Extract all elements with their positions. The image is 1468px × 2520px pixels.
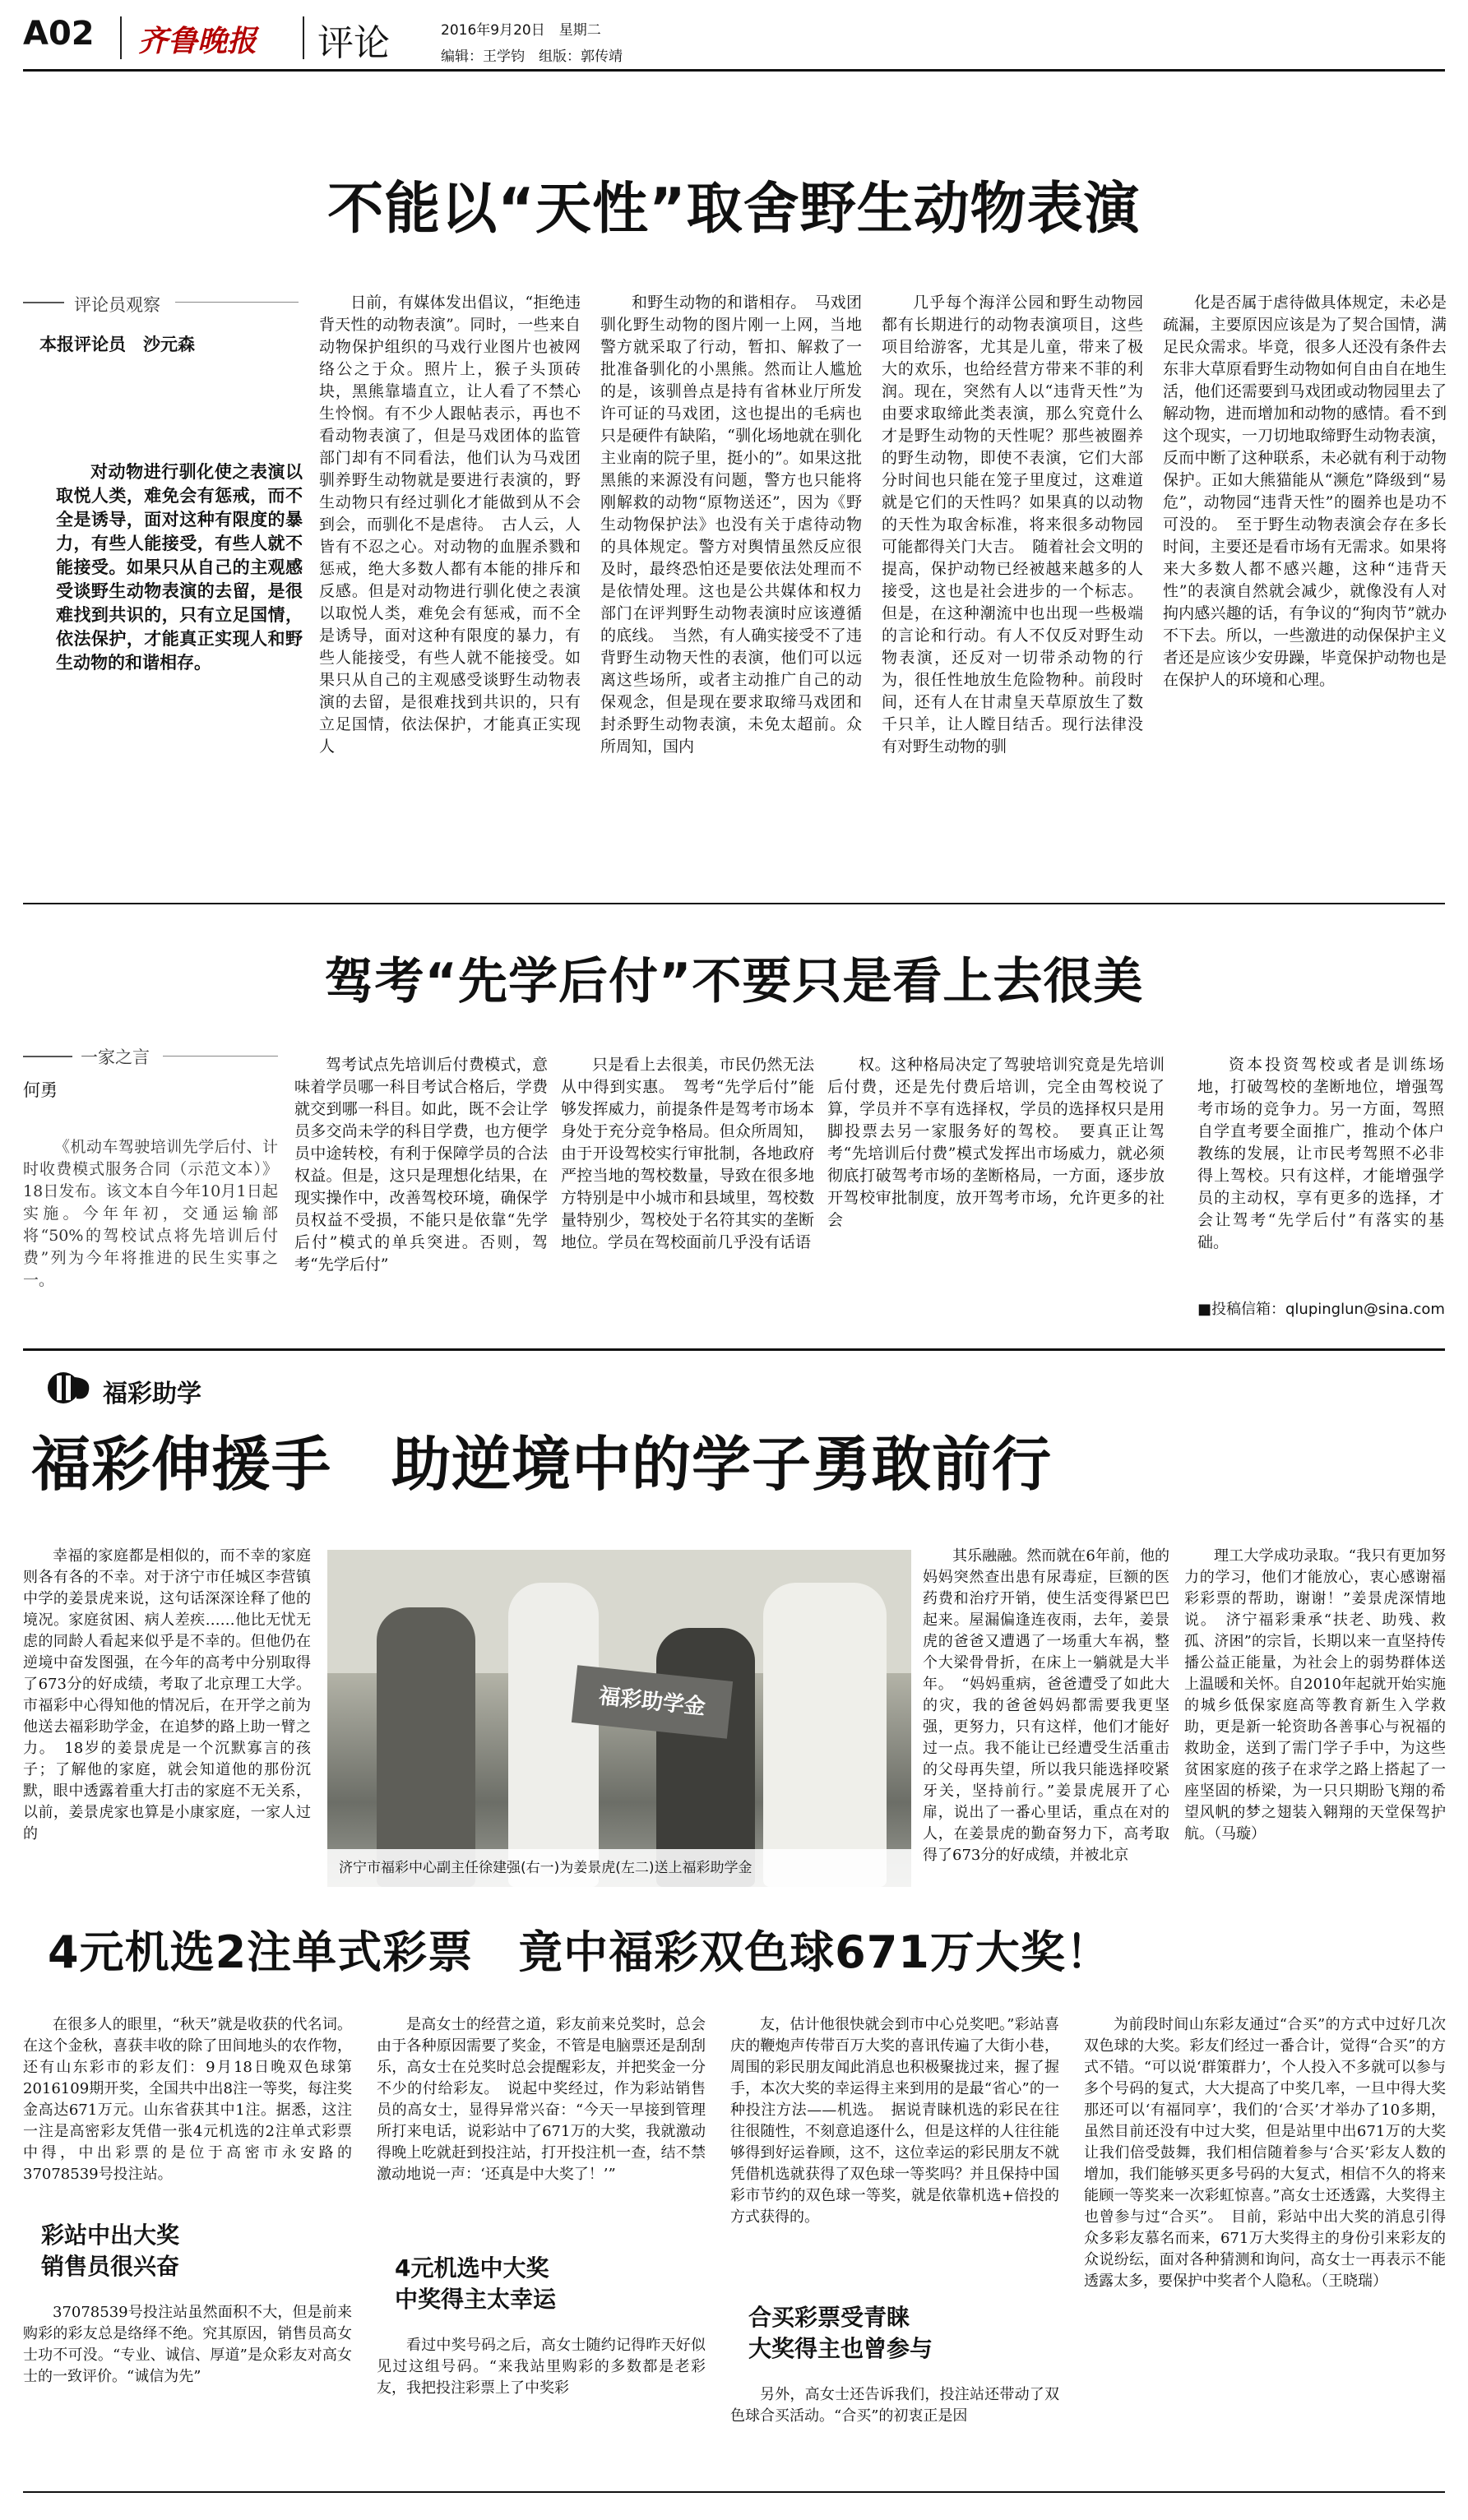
section-name: 评论 bbox=[317, 22, 390, 64]
issue-date: 2016年9月20日 星期二 bbox=[441, 22, 601, 39]
brand-label: 福彩助学 bbox=[103, 1380, 201, 1408]
lottery-column-4: 为前段时间山东彩友通过“合买”的方式中过好几次双色球的大奖。彩友们经过一番合计，觉得“合买”的方式不错。“可以说‘群策群力’，个人投入不多就可以参与多个号码的复式，大大提高了中奖几率，一旦中得大奖那还可以‘有福同享’，我们的‘合买’才举办了10多期，虽然目前还没有中过大奖，但是站里中出671万的大奖让我们倍受鼓舞，我们相信随着参与‘合买’彩友人数的增加，我们能够买更多号码的大复式，相信不久的将来能顾一等奖来一次彩虹惊喜。”高女士还透露，大奖得主也曾参与过“合买”。 目前，彩站中出大奖的消息引得众多彩友慕名而来，671万大奖得主的身份引来彩友的众说纷纭，面对各种猜测和询问，高女士一再表示不能透露太多，要保护中奖者个人隐私。（王晓瑞） bbox=[1084, 2016, 1446, 2290]
column-marker bbox=[23, 1056, 72, 1057]
person-figure bbox=[763, 1583, 887, 1887]
pullquote: 对动物进行驯化使之表演以取悦人类，难免会有惩戒，而不全是诱导，面对这种有限度的暴力，有些人能接受，有些人就不能接受。如果只从自己的主观感受谈野生动物表演的去留，是很难找到共识的，只有立足国情，依法保护，才能真正实现人和野生动物的和谐相存。 bbox=[56, 462, 303, 673]
contact-email: ■投稿信箱：qlupinglun@sina.com bbox=[1197, 1301, 1445, 1318]
header-divider bbox=[120, 16, 122, 59]
byline: 何勇 bbox=[23, 1080, 58, 1100]
person-figure bbox=[508, 1583, 599, 1887]
section-divider bbox=[23, 1348, 1445, 1351]
article1-column-1: 日前，有媒体发出倡议，“拒绝违背天性的动物表演”。同时，一些来自动物保护组织的马戏行业图片也被网络公之于众。照片上，猴子头顶砖块，黑熊靠墙直立，让人看了不禁心生怜悯。有不少人跟帖表示，再也不看动物表演了，但是马戏团体的监管部门却有不同看法，他们认为马戏团驯养野生动物就是要进行表演的，野生动物只有经过驯化才能做到从不会到会，而驯化不是虐待。 古人云，人皆有不忍之心。对动物的血腥杀戮和惩戒，绝大多数人都有本能的排斥和反感。但是对动物进行驯化使之表演以取悦人类，难免会有惩戒，而不全是诱导，面对这种有限度的暴力，有些人能接受，有些人就不能接受。如果只从自己的主观感受谈野生动物表演的去留，是很难找到共识的，只有立足国情，依法保护，才能真正实现人 bbox=[319, 294, 581, 756]
person-figure bbox=[656, 1628, 755, 1887]
welfare-column-2: 其乐融融。然而就在6年前，他的妈妈突然查出患有尿毒症，巨额的医药费和治疗开销，使生活变得紧巴巴起来。屋漏偏逢连夜雨，去年，姜景虎的爸爸又遭遇了一场重大车祸，整个大梁骨骨折，在床上一躺就是大半年。 “妈妈重病，爸爸遭受了如此大的灾，我的爸爸妈妈都需要我更坚强，更努力，只有这样，他们才能好过一点。我不能让已经遭受生活重击的父母再失望，所以我只能选择咬紧牙关，坚持前行。”姜景虎展开了心扉，说出了一番心里话，重点在对的人，在姜景虎的勤奋努力下，高考取得了673分的好成绩，并被北京 bbox=[923, 1547, 1169, 1864]
lottery-title: 4元机选2注单式彩票 竟中福彩双色球671万大奖！ bbox=[48, 1926, 1111, 1978]
banner: 福彩助学金 bbox=[572, 1665, 733, 1738]
lottery-column-2b: 看过中奖号码之后，高女士随约记得昨天好似见过这组号码。“来我站里购彩的多数都是老彩友，我把投注彩票上了中奖彩 bbox=[377, 2337, 706, 2397]
article1-title: 不能以“天性”取舍野生动物表演 bbox=[327, 177, 1141, 242]
section-divider bbox=[23, 903, 1445, 904]
article2-lead: 《机动车驾驶培训先学后付、计时收费模式服务合同（示范文本）》18日发布。该文本自今年10月1日起实施。今年年初，交通运输部将“50%的驾校试点将先培训后付费”列为今年将推进的民生实事之一。 bbox=[23, 1138, 278, 1289]
footer-rule bbox=[23, 2491, 1445, 2493]
lottery-column-2a: 是高女士的经营之道，彩友前来兑奖时，总会由于各种原因需要了奖金，不管是电脑票还是刮刮乐，高女士在兑奖时总会提醒彩友，并把奖金一分不少的付给彩友。 说起中奖经过，作为彩站销售员的高女士，显得异常兴奋：“今天一早接到管理所打来电话，说彩站中了671万的大奖，我就激动得晚上吃就赶到投注站，打开投注机一查，结不禁激动地说一声：‘还真是中大奖了！’” bbox=[377, 2016, 706, 2183]
article2-column-2: 只是看上去很美，市民仍然无法从中得到实惠。 驾考“先学后付”能够发挥威力，前提条件是驾考市场本身处于充分竞争格局。但众所周知，由于开设驾校实行审批制，各地政府严控当地的驾校数量，导致在很多地方特别是中小城市和县域里，驾校数量特别少，驾校处于名符其实的垄断地位。学员在驾校面前几乎没有话语 bbox=[561, 1056, 814, 1251]
article1-column-3: 几乎每个海洋公园和野生动物园都有长期进行的动物表演项目，这些项目给游客，尤其是儿童，带来了极大的欢乐，也给经营方带来不菲的利润。现在，突然有人以“违背天性”为由要求取缔此类表演，那么究竟什么才是野生动物的天性呢？那些被圈养的野生动物，即使不表演，它们大部分时间也只能在笼子里度过，这难道就是它们的天性吗？如果真的以动物的天性为取舍标准，将来很多动物园可能都得关门大吉。 随着社会文明的提高，保护动物已经被越来越多的人接受，这也是社会进步的一个标志。但是，在这种潮流中也出现一些极端的言论和行动。有人不仅反对野生动物表演，还反对一切带杀动物的行为，很任性地放生危险物种。前段时间，还有人在甘肃皇天草原放生了数千只羊，让人瞠目结舌。现行法律没有对野生动物的驯 bbox=[882, 294, 1143, 756]
column-name: 一家之言 bbox=[81, 1047, 150, 1067]
person-figure bbox=[377, 1607, 475, 1887]
article2-column-3: 权。这种格局决定了驾驶培训究竟是先培训后付费，还是先付费后培训，完全由驾校说了算，学员并不享有选择权，学员的选择权只是用脚投票去另一家服务好的驾校。 要真正让驾考“先培训后付费”模式发挥出市场威力，就必须彻底打破驾考市场的垄断格局，一方面，逐步放开驾校审批制度，放开驾考市场，允许更多的社会 bbox=[827, 1056, 1165, 1229]
lottery-subhead-2: 4元机选中大奖 中奖得主太幸运 bbox=[395, 2254, 557, 2313]
page-number: A02 bbox=[23, 15, 95, 53]
lottery-column-3b: 另外，高女士还告诉我们，投注站还带动了双色球合买活动。“合买”的初衷正是因 bbox=[730, 2386, 1059, 2425]
article2-column-1: 驾考试点先培训后付费模式，意味着学员哪一科目考试合格后，学费就交到哪一科目。如此，既不会让学员多交尚未学的科目学费，也方便学员中途转校，有利于保障学员的合法权益。但是，这只是理想化结果，在现实操作中，改善驾校环境，确保学员权益不受损，不能只是依靠“先学后付”模式的单兵突进。否则，驾考“先学后付” bbox=[294, 1056, 548, 1274]
lottery-subhead-1: 彩站中出大奖 销售员很兴奋 bbox=[41, 2222, 180, 2280]
column-rule bbox=[163, 1056, 278, 1057]
welfare-photo bbox=[327, 1550, 911, 1887]
page-header bbox=[23, 8, 1443, 66]
lottery-column-1a: 在很多人的眼里，“秋天”就是收获的代名词。在这个金秋，喜获丰收的除了田间地头的农作物，还有山东彩市的彩友们：9月18日晚双色球第2016109期开奖，全国共中出8注一等奖，每注奖金高达671万元。山东省获其中1注。据悉，这注一注是高密彩友凭借一张4元机选的2注单式彩票中得，中出彩票的是位于高密市永安路的37078539号投注站。 bbox=[23, 2016, 352, 2183]
column-marker bbox=[23, 302, 64, 303]
welfare-column-1: 幸福的家庭都是相似的，而不幸的家庭则各有各的不幸。对于济宁市任城区李营镇中学的姜景虎来说，这句话深深诠释了他的境况。家庭贫困、病人差疾……他比无忧无虑的同龄人看起来似乎是不幸的。但他仍在逆境中奋发图强，在今年的高考中分别取得了673分的好成绩，考取了北京理工大学。市福彩中心得知他的情况后，在开学之前为他送去福彩助学金，在追梦的路上助一臂之力。 18岁的姜景虎是一个沉默寡言的孩子；了解他的家庭，就会知道他的那份沉默，眼中透露着重大打击的家庭不无关系，以前，姜景虎家也算是小康家庭，一家人过的 bbox=[23, 1547, 311, 1843]
lottery-column-1b: 37078539号投注站虽然面积不大，但是前来购彩的彩友总是络绎不绝。究其原因，销售员高女士功不可没。“专业、诚信、厚道”是众彩友对高女士的一致评价。“诚信为先” bbox=[23, 2304, 352, 2385]
column-rule bbox=[175, 302, 299, 303]
article1-column-4: 化是否属于虐待做具体规定，未必是疏漏，主要原因应该是为了契合国情，满足民众需求。毕竟，很多人还没有条件去东非大草原看野生动物如何自由自在地生活，他们还需要到马戏团或动物园里去了解动物，进而增加和动物的感情。看不到这个现实，一刀切地取缔野生动物表演，反而中断了这种联系，未必就有利于动物保护。正如大熊猫能从“濒危”降级到“易危”，动物园“违背天性”的圈养也是功不可没的。 至于野生动物表演会存在多长时间，主要还是看市场有无需求。如果将来大多数人都不感兴趣，这种“违背天性”的表演自然就会减少，就像没有人对拘内感兴趣的话，有争议的“狗肉节”就办不下去。所以，一些激进的动保保护主义者还是应该少安毋躁，毕竟保护动物也是在保护人的环境和心理。 bbox=[1163, 294, 1447, 689]
photo-caption: 济宁市福彩中心副主任徐建强(右一)为姜景虎(左二)送上福彩助学金 bbox=[327, 1849, 911, 1887]
lottery-column-3a: 友，估计他很快就会到市中心兑奖吧。”彩站喜庆的鞭炮声传带百万大奖的喜讯传遍了大街小巷，周围的彩民朋友闻此消息也积极聚拢过来，握了握手，本次大奖的幸运得主来到用的是最“省心”的一种投注方法——机选。 据说青睐机选的彩民在往往很随性，不刻意追逐什么，但是这样的人往往能够得到好运眷顾，这不，这位幸运的彩民朋友不就凭借机选就获得了双色球一等奖吗？并且保持中国彩市节约的双色球一等奖，就是依靠机选+倍投的方式获得的。 bbox=[730, 2016, 1059, 2226]
article1-column-2: 和野生动物的和谐相存。 马戏团驯化野生动物的图片刚一上网，当地警方就采取了行动，暂扣、解救了一批准备驯化的小黑熊。然而让人尴尬的是，该驯兽点是持有省林业厅所发许可证的马戏团，这也提出的毛病也只是硬件有缺陷，“驯化场地就在驯化主业南的院子里，挺小的”。如果这批黑熊的来源没有问题，警方也只能将刚解救的动物“原物送还”，因为《野生动物保护法》也没有关于虐待动物的具体规定。警方对舆情虽然反应很及时，最终恐怕还是要依法处理而不是依情处理。这也是公共媒体和权力部门在评判野生动物表演时应该遵循的底线。 当然，有人确实接受不了违背野生动物天性的表演，他们可以远离这些场所，或者主动推广自己的动保观念，但是现在要求取缔马戏团和封杀野生动物表演，未免太超前。众所周知，国内 bbox=[600, 294, 862, 756]
welfare-column-3: 理工大学成功录取。“我只有更加努力的学习，他们才能放心，衷心感谢福彩彩票的帮助，谢谢！”姜景虎深情地说。 济宁福彩秉承“扶老、助残、救孤、济困”的宗旨，长期以来一直坚持传播公益正能量，为社会上的弱势群体送上温暖和关怀。自2010年起就开始实施的城乡低保家庭高等教育新生入学救助，更是新一轮资助各善事心与祝福的救助金，送到了需门学子手中，为这些贫困家庭的孩子在求学之路上搭起了一座坚固的桥梁，为一只只期盼飞翔的希望风帆的梦之翅装入翱翔的天堂保驾护航。（马璇） bbox=[1184, 1547, 1446, 1843]
article2-title: 驾考“先学后付”不要只是看上去很美 bbox=[324, 953, 1144, 1010]
lottery-subhead-3: 合买彩票受青睐 大奖得主也曾参与 bbox=[748, 2304, 933, 2362]
editor-credits: 编辑：王学钧 组版：郭传靖 bbox=[441, 49, 623, 65]
column-name: 评论员观察 bbox=[74, 295, 160, 315]
byline: 本报评论员 沙元森 bbox=[39, 335, 195, 354]
header-rule bbox=[23, 69, 1445, 72]
welfare-lottery-icon bbox=[45, 1369, 95, 1407]
article2-column-4: 资本投资驾校或者是训练场地，打破驾校的垄断地位，增强驾考市场的竞争力。另一方面，驾照自学直考要全面推广，推动个体户教练的发展，让市民考驾照不必非得上驾校。只有这样，才能增强学员的主动权，享有更多的选择，才会让驾考“先学后付”有落实的基础。 bbox=[1197, 1056, 1444, 1251]
newspaper-logo: 齐鲁晚报 bbox=[138, 24, 257, 58]
header-divider bbox=[303, 16, 304, 59]
welfare-title: 福彩伸援手 助逆境中的学子勇敢前行 bbox=[31, 1430, 1053, 1499]
